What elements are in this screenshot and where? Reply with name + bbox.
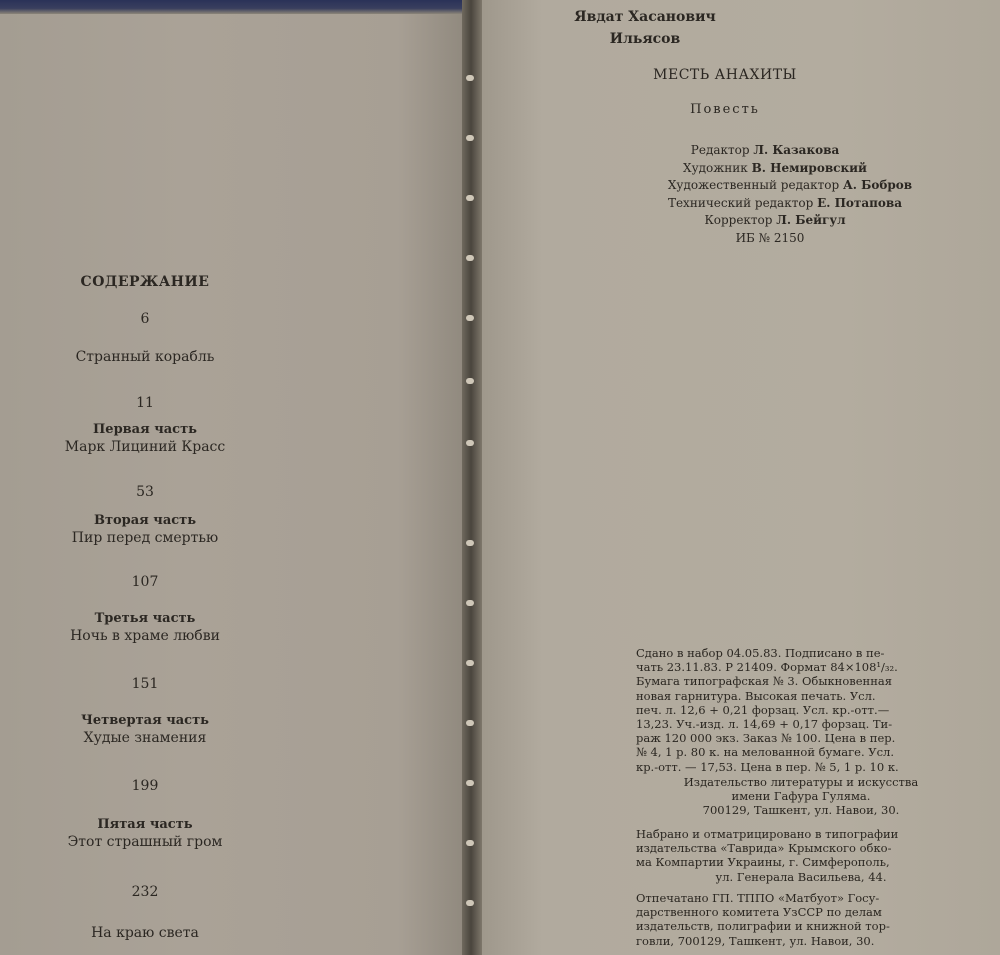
binding-stitch: [466, 195, 474, 201]
credit-person: Л. Бейгул: [776, 213, 846, 227]
printing-line: говли, 700129, Ташкент, ул. Навои, 30.: [636, 933, 875, 948]
typesetting-line: Набрано и отматрицировано в типографии: [636, 827, 899, 841]
toc-part-label: Первая часть: [93, 422, 197, 437]
typesetting-block: [636, 827, 966, 884]
toc-entry: [0, 573, 290, 645]
credit-person: 2150: [773, 230, 805, 245]
print-spec-line: раж 120 000 экз. Заказ № 100. Цена в пер.: [636, 731, 896, 746]
toc-chapter-name: Пир перед смертью: [71, 530, 219, 546]
binding-stitch: [466, 255, 474, 261]
toc-chapter-name: Марк Лициний Красс: [64, 439, 226, 455]
publisher-block: [636, 775, 966, 818]
cover-edge: [0, 0, 468, 14]
toc-page-number: 11: [136, 395, 154, 411]
credit-role: Корректор: [704, 213, 773, 227]
toc-entry: [0, 394, 290, 456]
publisher-line: Издательство литературы и искусства: [683, 775, 919, 789]
book-title: МЕСТЬ АНАХИТЫ: [653, 67, 797, 83]
credits-block: [600, 142, 950, 247]
toc-entry: [0, 310, 290, 366]
print-spec-line: № 4, 1 р. 80 к. на мелованной бумаге. Усл.: [636, 745, 895, 760]
credit-tech-editor: [600, 195, 950, 213]
printing-line: издательств, полиграфии и книжной тор-: [636, 919, 890, 934]
toc-entry: [0, 675, 290, 747]
toc-chapter-name: На краю света: [91, 925, 199, 941]
toc-page-number: 232: [131, 884, 159, 900]
print-spec-line: кр.-отт. — 17,53. Цена в пер. № 5, 1 р. 10 к.: [636, 759, 899, 774]
print-spec-line: новая гарнитура. Высокая печать. Усл.: [636, 688, 876, 703]
author-first-name: Явдат Хасанович: [574, 9, 716, 25]
toc-title: СОДЕРЖАНИЕ: [80, 274, 210, 290]
binding-stitch: [466, 600, 474, 606]
binding-stitch: [466, 660, 474, 666]
printing-line: Отпечатано ГП. ТППО «Матбуот» Госу-: [636, 891, 880, 905]
credit-person: В. Немировский: [751, 160, 867, 175]
book-spine: [462, 0, 482, 955]
binding-stitch: [466, 135, 474, 141]
print-spec-line: печ. л. 12,6 + 0,21 форзац. Усл. кр.-отт.—: [636, 702, 890, 717]
credit-role: Технический редактор: [667, 195, 814, 210]
binding-stitch: [466, 440, 474, 446]
credit-role: Редактор: [690, 143, 750, 157]
credit-person: Л. Казакова: [753, 143, 840, 157]
binding-stitch: [466, 840, 474, 846]
toc-page-number: 6: [140, 311, 150, 327]
credit-role: ИБ №: [735, 230, 771, 245]
binding-stitch: [466, 540, 474, 546]
toc-entry: [0, 483, 290, 547]
print-specs: [636, 646, 966, 774]
credit-art-editor: [600, 177, 950, 195]
toc-part-label: Четвертая часть: [81, 713, 209, 728]
binding-stitch: [466, 378, 474, 384]
credit-role: Художественный редактор: [667, 178, 840, 192]
author-block: [500, 6, 790, 50]
toc-chapter-name: Этот страшный гром: [67, 834, 223, 850]
toc-chapter-name: Ночь в храме любви: [70, 628, 220, 644]
print-spec-line: 13,23. Уч.-изд. л. 14,69 + 0,17 форзац. Ти-: [636, 717, 893, 732]
print-spec-line: Сдано в набор 04.05.83. Подписано в пе-: [636, 646, 885, 660]
print-spec-line: Бумага типографская № 3. Обыкновенная: [636, 674, 892, 689]
author-last-name: Ильясов: [609, 31, 681, 47]
typesetting-line: издательства «Таврида» Крымского обко-: [636, 841, 892, 856]
publisher-line: имени Гафура Гуляма.: [731, 789, 871, 804]
binding-stitch: [466, 315, 474, 321]
print-spec-line: чать 23.11.83. Р 21409. Формат 84×108¹/₃₂.: [636, 660, 898, 675]
credit-proofreader: [600, 212, 950, 230]
printing-block: [636, 891, 966, 948]
toc-page-number: 199: [131, 778, 159, 794]
credit-role: Художник: [683, 160, 748, 175]
publisher-line: 700129, Ташкент, ул. Навои, 30.: [702, 803, 900, 818]
binding-stitch: [466, 900, 474, 906]
toc-entry: [0, 883, 290, 942]
toc-part-label: Вторая часть: [93, 513, 197, 528]
toc-part-label: Пятая часть: [97, 817, 193, 832]
typesetting-line: ул. Генерала Васильева, 44.: [715, 869, 887, 884]
credit-artist: [600, 160, 950, 178]
binding-stitch: [466, 780, 474, 786]
toc-page-number: 107: [131, 574, 159, 590]
book-genre: Повесть: [690, 102, 760, 117]
printing-line: дарственного комитета УзССР по делам: [636, 905, 882, 920]
toc-chapter-name: Худые знамения: [83, 730, 207, 746]
typesetting-line: ма Компартии Украины, г. Симферополь,: [636, 855, 890, 870]
toc-page-number: 151: [131, 676, 159, 692]
credit-editor: [600, 142, 950, 160]
binding-stitch: [466, 75, 474, 81]
credit-person: А. Бобров: [843, 178, 913, 192]
credit-person: Е. Потапова: [817, 195, 903, 210]
credit-ib-number: [600, 230, 950, 248]
toc-part-label: Третья часть: [94, 611, 196, 626]
toc-entry: [0, 777, 290, 851]
toc-page-number: 53: [136, 484, 154, 500]
toc-chapter-name: Странный корабль: [75, 349, 215, 365]
binding-stitch: [466, 720, 474, 726]
